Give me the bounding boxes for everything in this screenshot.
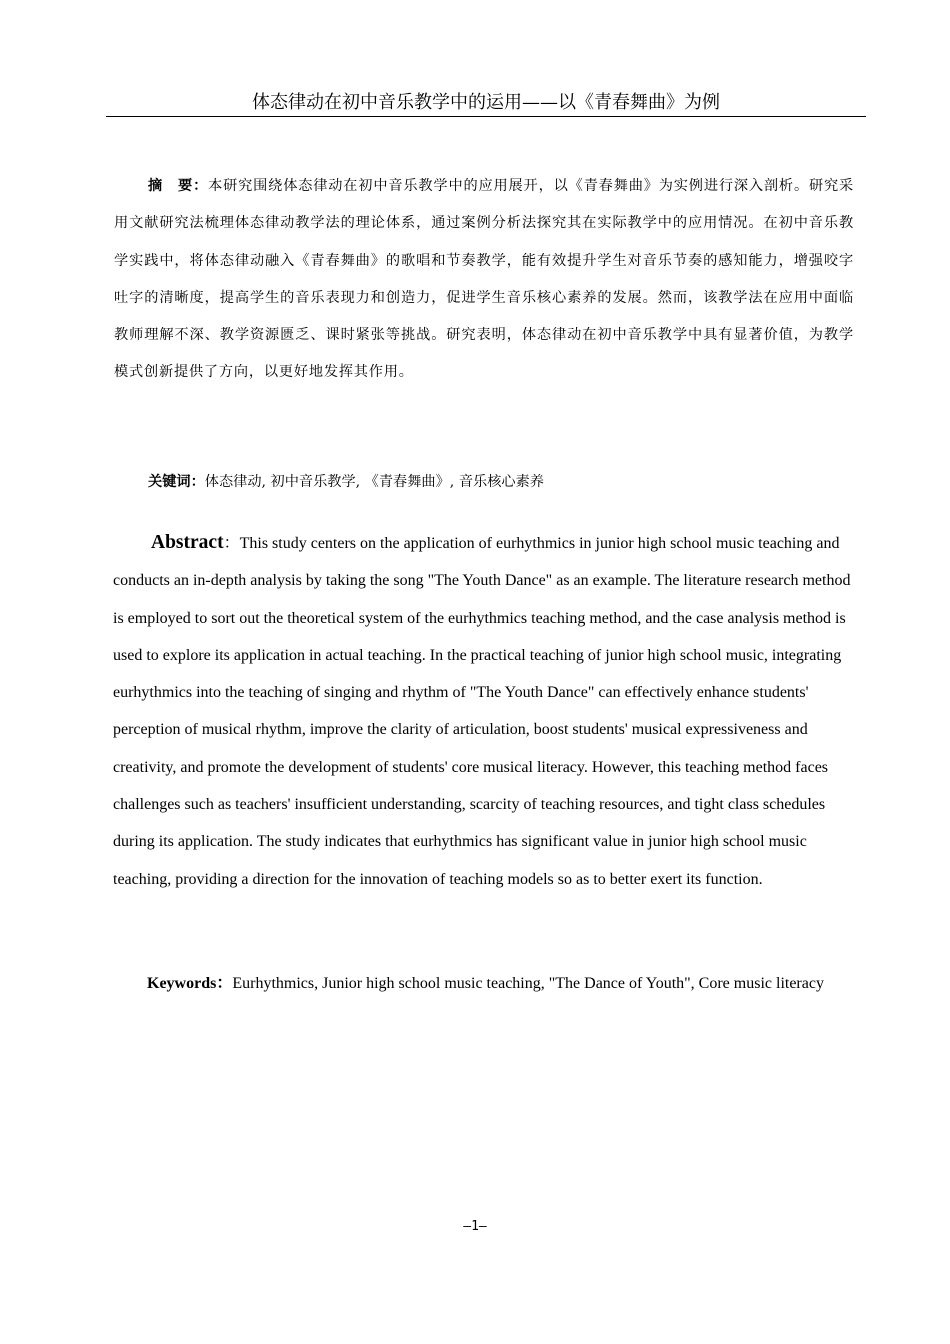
page-number: —1— xyxy=(463,1219,487,1234)
english-keywords-text: Eurhythmics, Junior high school music teaching, "The Dance of Youth", Core music literacy xyxy=(232,975,824,992)
english-keywords-label: Keywords xyxy=(147,975,217,992)
english-abstract-text: This study centers on the application of eurhythmics in junior high school music teaching and conducts an in-depth analysis by taking the song "The Youth Dance" as an example. The literature research method is employed to sort out the theoretical system of the eurhythmics teaching method, and the case analysis method is used to explore its application in actual teaching. In the practical teaching of junior high school music, integrating eurhythmics into the teaching of singing and rhythm of "The Youth Dance" can effectively enhance students' perception of musical rhythm, improve the clarity of articulation, boost students' musical expressiveness and creativity, and promote the development of students' core musical literacy. However, this teaching method faces challenges such as teachers' insufficient understanding, scarcity of teaching resources, and tight class schedules during its application. The study indicates that eurhythmics has significant value in junior high school music teaching, providing a direction for the innovation of teaching models so as to better exert its function. xyxy=(113,535,851,888)
english-keywords-separator: ： xyxy=(216,975,233,992)
chinese-abstract-label: 摘 要： xyxy=(148,178,209,194)
page-header-title: 体态律动在初中音乐教学中的运用——以《青春舞曲》为例 xyxy=(106,92,866,117)
english-abstract-separator: ： xyxy=(223,535,240,552)
chinese-keywords-label: 关键词： xyxy=(148,474,205,490)
english-abstract-label: Abstract xyxy=(151,532,224,553)
chinese-abstract xyxy=(114,168,854,392)
chinese-keywords xyxy=(148,468,868,496)
english-keywords xyxy=(147,970,877,998)
chinese-abstract-text: 本研究围绕体态律动在初中音乐教学中的应用展开，以《青春舞曲》为实例进行深入剖析。研究采用文献研究法梳理体态律动教学法的理论体系，通过案例分析法探究其在实际教学中的应用情况。在初中音乐教学实践中，将体态律动融入《青春舞曲》的歌唱和节奏教学，能有效提升学生对音乐节奏的感知能力，增强咬字吐字的清晰度，提高学生的音乐表现力和创造力，促进学生音乐核心素养的发展。然而，该教学法在应用中面临教师理解不深、教学资源匮乏、课时紧张等挑战。研究表明，体态律动在初中音乐教学中具有显著价值，为教学模式创新提供了方向，以更好地发挥其作用。 xyxy=(114,178,854,381)
english-abstract xyxy=(113,524,858,898)
chinese-keywords-text: 体态律动, 初中音乐教学, 《青春舞曲》, 音乐核心素养 xyxy=(204,474,544,490)
